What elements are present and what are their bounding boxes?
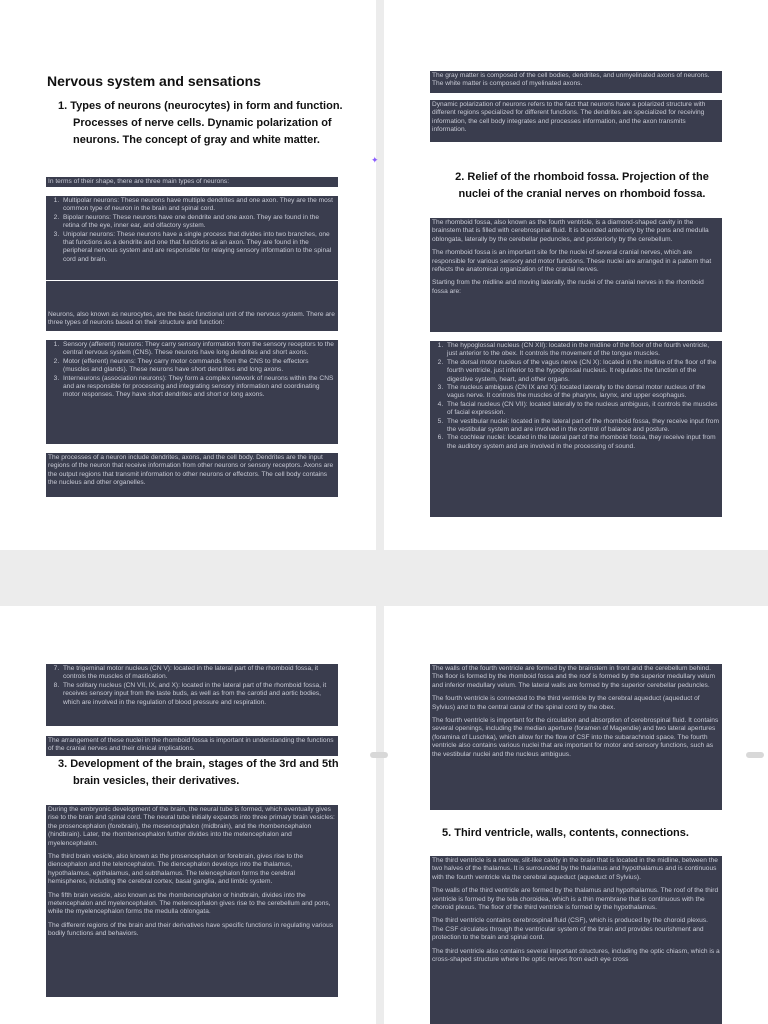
paragraph: During the embryonic development of the brain, the neural tube is formed, which eventually gives rise to the brain and spinal cord. The neural tube initially expands into three primary brain vesicles: the prosencephalon (forebrain), the mesencephalon (midbrain), and the rhombencephalon (hindbrain). Later, the rhombencephalon further divides into the metencephalon and myelencephalon.	[48, 806, 335, 847]
document-title: Nervous system and sensations	[47, 73, 261, 89]
shape-types-list	[46, 196, 338, 280]
list-item: 5. The vestibular nuclei: located in the lateral part of the rhomboid fossa, they receive input from the vestibular system and are involved in the control of balance and posture.	[445, 418, 720, 435]
paragraph: The third brain vesicle, also known as the prosencephalon or forebrain, gives rise to the diencephalon and the telencephalon. The diencephalon develops into the thalamus, hypothalamus, epithalamus, and subthalamus. The telencephalon forms the cerebral hemispheres, including the cerebral cortex, basal ganglia, and limbic system.	[48, 853, 304, 886]
page-4	[384, 606, 768, 1024]
scroll-handle-right[interactable]	[746, 752, 764, 758]
section-3-heading: 3. Development of the brain, stages of the 3rd and 5th brain vesicles, their derivatives.	[58, 758, 339, 787]
cranial-nuclei-list	[430, 341, 722, 517]
paragraph: The fifth brain vesicle, also known as the rhombencephalon or hindbrain, divides into the metencephalon and myelencephalon. The metencephalon gives rise to the cerebellum and pons, while the myelencephalon forms the medulla oblongata.	[48, 891, 331, 916]
paragraph: The third ventricle is a narrow, slit-like cavity in the brain that is located in the midline, between the two halves of the thalamus. It is surrounded by the thalamus and hypothalamus and is continuous with the fourth ventricle via the cerebral aqueduct (aqueduct of Sylvius).	[432, 857, 718, 881]
section-5-heading: 5. Third ventricle, walls, contents, connections.	[442, 827, 689, 839]
section-2-heading: 2. Relief of the rhomboid fossa. Projection of the nuclei of the cranial nerves on rhomboid fossa.	[455, 171, 709, 200]
list-item: 8. The solitary nucleus (CN VII, IX, and X): located in the lateral part of the rhomboid fossa, it receives sensory input from the taste buds, as well as from the carotid and aortic bodies, which are involved in the regulation of blood pressure and respiration.	[61, 682, 336, 707]
list-item: 2. Bipolar neurons: These neurons have one dendrite and one axon. They are found in the retina of the eye, inner ear, and olfactory system.	[61, 214, 336, 231]
list-item: 2. Motor (efferent) neurons: They carry motor commands from the CNS to the effectors (muscles and glands). These neurons have short dendrites and long axons.	[61, 358, 336, 375]
paragraph: The rhomboid fossa, also known as the fourth ventricle, is a diamond-shaped cavity in the brainstem that is filled with cerebrospinal fluid. It is bounded anteriorly by the pons and medulla oblongata, laterally by the cerebellar peduncles, and posteriorly by the cerebellum.	[432, 219, 709, 243]
fourth-ventricle-text	[430, 664, 722, 810]
cranial-nuclei-list-cont	[46, 664, 338, 726]
list-item: 4. The facial nucleus (CN VII): located laterally to the nucleus ambiguus, it controls the muscles of facial expression.	[445, 401, 720, 418]
arrangement-paragraph: The arrangement of these nuclei in the rhomboid fossa is important in understanding the functions of the cranial nerves and their clinical implications.	[46, 736, 338, 756]
paragraph: The walls of the fourth ventricle are formed by the brainstem in front and the cerebellum behind. The floor is formed by the rhomboid fossa and the roof is formed by the superior medullary velum and inferior medullary velum. The lateral walls are formed by the superior cerebellar peduncles.	[432, 665, 715, 689]
list-item: 1. The hypoglossal nucleus (CN XII): located in the midline of the floor of the fourth ventricle, just anterior to the obex. It controls the movement of the tongue muscles.	[445, 342, 720, 359]
paragraph: The different regions of the brain and their derivatives have specific functions in regulating various bodily functions and behaviors.	[48, 921, 334, 938]
paragraph: The third ventricle contains cerebrospinal fluid (CSF), which is produced by the choroid plexus. The CSF circulates through the ventricular system of the brain and provides nourishment and protection to the brain and spinal cord.	[432, 917, 708, 942]
polarization-paragraph: Dynamic polarization of neurons refers to the fact that neurons have a polarized structure with different regions specialized for different functions. The dendrites are specialized for receiving information, the cell body integrates and processes information, and the axon transmits information.	[430, 100, 722, 142]
brain-development-text	[46, 805, 338, 997]
paragraph: The third ventricle also contains several important structures, including the optic chiasm, which is a cross-shaped structure where the optic nerves from each eye cross	[432, 947, 720, 964]
list-item: 3. Interneurons (association neurons): They form a complex network of neurons within the CNS and are responsible for processing and integrating sensory information and coordinating motor responses. They have short dendrites and short or long axons.	[61, 375, 336, 400]
list-item: 2. The dorsal motor nucleus of the vagus nerve (CN X): located in the midline of the floor of the fourth ventricle, just inferior to the hypoglossal nucleus. It regulates the function of the digestive system, heart, and other organs.	[445, 359, 720, 384]
page-3	[0, 606, 376, 1024]
section-1-heading: 1. Types of neurons (neurocytes) in form and function. Processes of nerve cells. Dynamic polarization of neurons. The concept of gray and white matter.	[58, 100, 343, 146]
list-item: 6. The cochlear nuclei: located in the lateral part of the rhomboid fossa, they receive input from the auditory system and are involved in the processing of sound.	[445, 434, 720, 451]
paragraph: The fourth ventricle is important for the circulation and absorption of cerebrospinal fluid. It contains several openings, including the median aperture (foramen of Magendie) and two lateral apertures (foramina of Luschka), which allow for the flow of CSF into the subarachnoid space. The fourth ventricle also contains various nuclei that are important for motor and sensory functions, such as the vestibular nuclei and the nucleus ambiguus.	[432, 717, 719, 758]
list-item: 3. The nucleus ambiguus (CN IX and X): located laterally to the dorsal motor nucleus of the vagus nerve. It controls the muscles of the pharynx, larynx, and upper esophagus.	[445, 384, 720, 401]
third-ventricle-text	[430, 856, 722, 1024]
neurons-unit-paragraph: Neurons, also known as neurocytes, are the basic functional unit of the nervous system. There are three types of neurons based on their structure and function:	[46, 281, 338, 331]
list-item: 7. The trigeminal motor nucleus (CN V): located in the lateral part of the rhomboid fossa, it controls the muscles of mastication.	[61, 665, 336, 682]
function-types-list	[46, 340, 338, 444]
list-item: 3. Unipolar neurons: These neurons have a single process that divides into two branches, one that functions as a dendrite and one that functions as an axon. They are found in the peripheral nervous system and are responsible for relaying sensory information to the spinal cord and brain.	[61, 231, 336, 265]
paragraph: The fourth ventricle is connected to the third ventricle by the cerebral aqueduct (aqueduct of Sylvius) and to the central canal of the spinal cord by the obex.	[432, 695, 700, 711]
processes-paragraph: The processes of a neuron include dendrites, axons, and the cell body. Dendrites are the input regions of the neuron that receive information from other neurons or sensory receptors. Axons are the output regions that transmit information to other neurons or effectors. The cell body contains the nucleus and other organelles.	[46, 453, 338, 497]
page-1	[0, 0, 376, 550]
page-2	[384, 0, 768, 550]
paragraph: Starting from the midline and moving laterally, the nuclei of the cranial nerves in the rhomboid fossa are:	[432, 279, 704, 295]
scroll-handle-left[interactable]	[370, 752, 388, 758]
list-item: 1. Multipolar neurons: These neurons have multiple dendrites and one axon. They are the most common type of neuron in the brain and spinal cord.	[61, 197, 336, 214]
rhomboid-fossa-text	[430, 218, 722, 332]
gray-matter-paragraph: The gray matter is composed of the cell bodies, dendrites, and unmyelinated axons of neurons. The white matter is composed of myelinated axons.	[430, 71, 722, 93]
paragraph: The walls of the third ventricle are formed by the thalamus and hypothalamus. The roof of the third ventricle is formed by the tela choroidea, which is a thin membrane that is continuous with the choroid plexus. The floor of the third ventricle is formed by the hypothalamus.	[432, 887, 719, 912]
paragraph: The rhomboid fossa is an important site for the nuclei of several cranial nerves, which are responsible for various sensory and motor functions. These nuclei are arranged in a pattern that reflects the anatomical organization of the cranial nerves.	[432, 249, 712, 274]
sparkle-icon[interactable]: ✦	[371, 155, 379, 165]
list-item: 1. Sensory (afferent) neurons: They carry sensory information from the sensory receptors to the central nervous system (CNS). These neurons have long dendrites and short axons.	[61, 341, 336, 358]
shape-intro: In terms of their shape, there are three main types of neurons:	[46, 177, 338, 187]
